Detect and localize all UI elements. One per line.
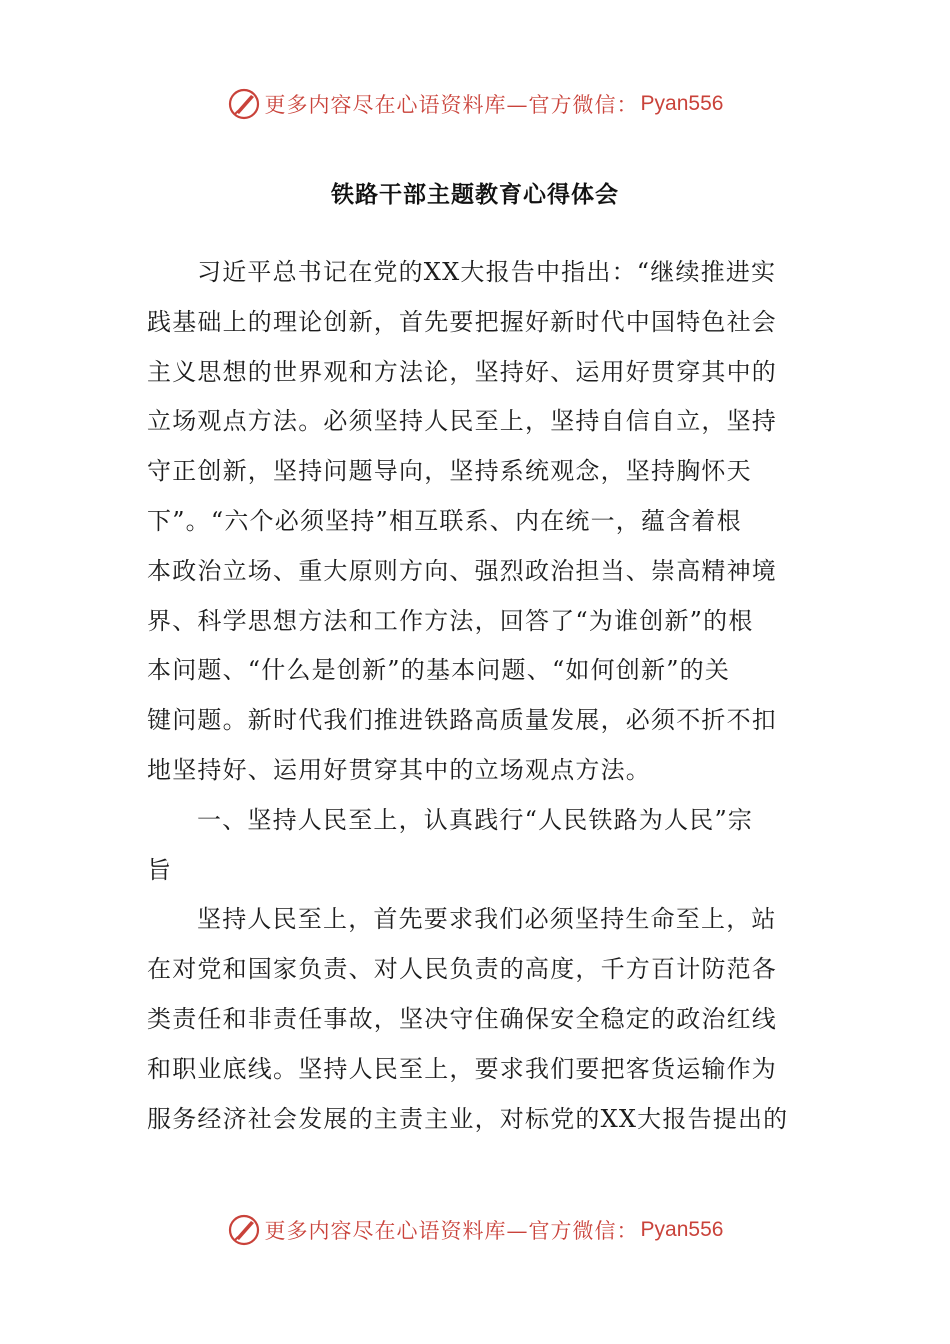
text-line: 地坚持好、运用好贯穿其中的立场观点方法。 (147, 755, 651, 784)
text-line: 一、坚持人民至上，认真践行“人民铁路为人民”宗 (197, 805, 754, 834)
text-line: 键问题。新时代我们推进铁路高质量发展，必须不折不扣 (147, 706, 777, 735)
text-line: 界、科学思想方法和工作方法，回答了“为谁创新”的根 (147, 606, 754, 635)
watermark-handle: Pyan556 (640, 92, 724, 115)
watermark-handle: Pyan556 (640, 1218, 724, 1241)
quill-logo-icon (227, 87, 261, 121)
text-line: 坚持人民至上，首先要求我们必须坚持生命至上，站 (197, 905, 777, 934)
text-line: 本问题、“什么是创新”的基本问题、“如何创新”的关 (147, 656, 731, 685)
text-line: 守正创新，坚持问题导向，坚持系统观念，坚持胸怀天 (147, 457, 752, 486)
text-line: 下”。“六个必须坚持”相互联系、内在统一，蕴含着根 (147, 506, 742, 535)
text-line: 和职业底线。坚持人民至上，要求我们要把客货运输作为 (147, 1054, 777, 1083)
watermark-banner-bottom (0, 1210, 950, 1250)
text-line: 服务经济社会发展的主责主业，对标党的XX大报告提出的 (147, 1104, 789, 1133)
watermark-text: 更多内容尽在心语资料库—官方微信： (264, 93, 639, 117)
watermark-text: 更多内容尽在心语资料库—官方微信： (264, 1219, 639, 1243)
text-line: 主义思想的世界观和方法论，坚持好、运用好贯穿其中的 (147, 357, 777, 386)
text-line: 立场观点方法。必须坚持人民至上，坚持自信自立，坚持 (147, 407, 777, 436)
text-line: 本政治立场、重大原则方向、强烈政治担当、崇高精神境 (147, 556, 777, 585)
text-line: 践基础上的理论创新，首先要把握好新时代中国特色社会 (147, 307, 777, 336)
text-line: 类责任和非责任事故，坚决守住确保安全稳定的政治红线 (147, 1004, 777, 1033)
quill-logo-icon (227, 1213, 261, 1247)
watermark-banner-top (0, 84, 950, 124)
text-line: 习近平总书记在党的XX大报告中指出：“继续推进实 (197, 258, 777, 286)
document-title: 铁路干部主题教育心得体会 (331, 182, 619, 208)
text-line: 在对党和国家负责、对人民负责的高度，千方百计防范各 (147, 955, 777, 984)
document-body (147, 248, 797, 1144)
text-line: 旨 (147, 855, 173, 884)
